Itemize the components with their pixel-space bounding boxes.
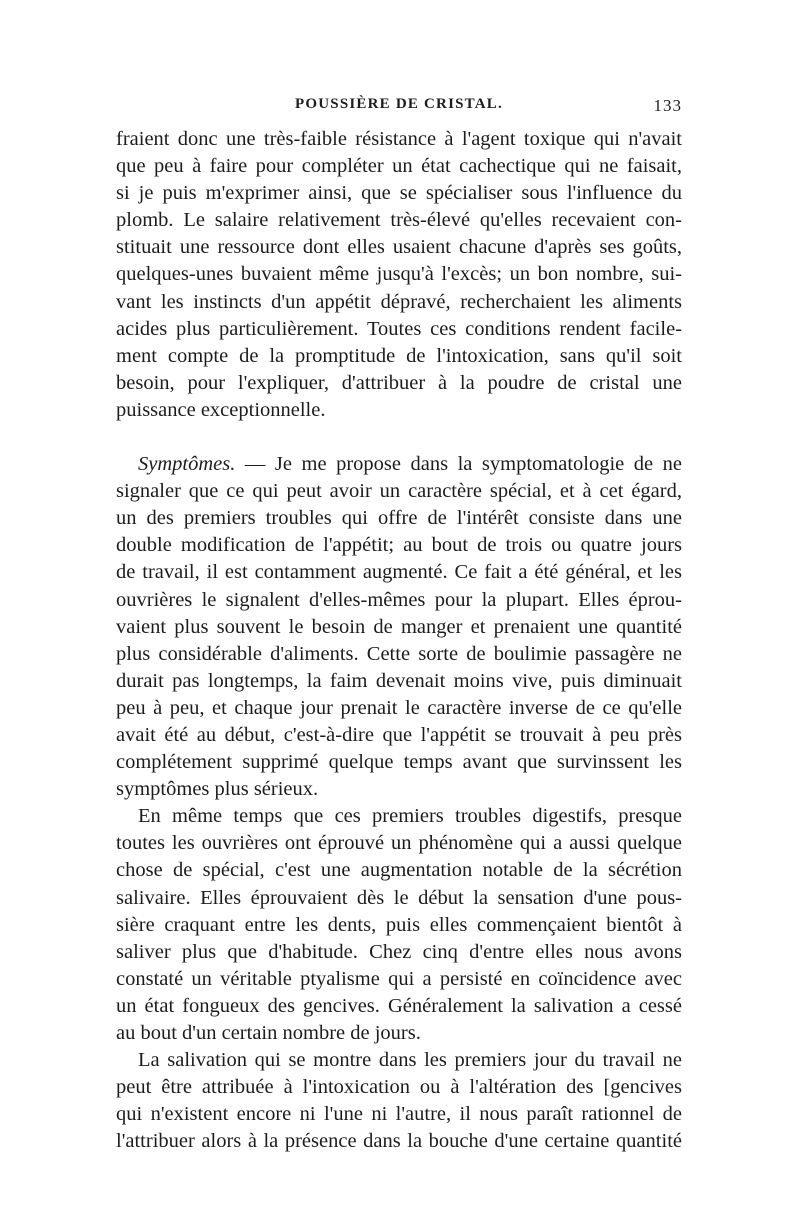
text-line bbox=[116, 451, 682, 478]
text-line: La salivation qui se montre dans les premiers jour du travail ne bbox=[138, 1049, 682, 1072]
text-line: stituait une ressource dont elles usaient chacune d'après ses goûts, bbox=[116, 236, 682, 259]
text-line: plomb. Le salaire relativement très-élevé qu'elles recevaient con- bbox=[116, 209, 682, 232]
text-line: saliver plus que d'habitude. Chez cinq d'entre elles nous avons bbox=[116, 940, 682, 963]
text-line: puissance exceptionnelle. bbox=[116, 398, 326, 421]
text-line: ouvrières le signalent d'elles-mêmes pour la plupart. Elles éprou- bbox=[116, 588, 682, 611]
text-line: avait été au début, c'est-à-dire que l'appétit se trouvait à peu près bbox=[116, 723, 682, 746]
text-line: peu à peu, et chaque jour prenait le caractère inverse de ce qu'elle bbox=[116, 696, 682, 719]
text-line: quelques-unes buvaient même jusqu'à l'excès; un bon nombre, sui- bbox=[116, 263, 682, 286]
text-line: ment compte de la promptitude de l'intoxication, sans qu'il soit bbox=[116, 344, 682, 367]
text-line: de travail, il est contamment augmenté. Ce fait a été général, et les bbox=[116, 561, 682, 584]
text-line: vaient plus souvent le besoin de manger et prenaient une quantité bbox=[116, 615, 682, 638]
text-line: acides plus particulièrement. Toutes ces conditions rendent facile- bbox=[116, 317, 682, 340]
body-text bbox=[116, 126, 682, 1155]
text-line: symptômes plus sérieux. bbox=[116, 778, 319, 801]
heading-line-rest: — Je me propose dans la symptomatologie de ne bbox=[235, 453, 682, 476]
running-head bbox=[116, 96, 682, 120]
text-line: signaler que ce qui peut avoir un caractère spécial, et à cet égard, bbox=[116, 480, 682, 503]
page-number: 133 bbox=[653, 96, 682, 115]
text-line: chose de spécial, c'est une augmentation notable de la sécrétion bbox=[116, 859, 682, 882]
text-line: fraient donc une très-faible résistance à l'agent toxique qui n'avait bbox=[116, 128, 682, 150]
section-gap bbox=[116, 424, 682, 451]
text-line: constaté un véritable ptyalisme qui a persisté en coïncidence avec bbox=[116, 967, 682, 990]
text-line: qui n'existent encore ni l'une ni l'autre, il nous paraît rationnel de bbox=[116, 1103, 682, 1126]
section-heading: Symptômes. bbox=[138, 453, 236, 476]
paragraph bbox=[116, 1047, 682, 1155]
text-line: sière craquant entre les dents, puis elles commençaient bientôt à bbox=[116, 913, 682, 936]
text-line: si je puis m'exprimer ainsi, que se spécialiser sous l'influence du bbox=[116, 182, 682, 205]
text-line: salivaire. Elles éprouvaient dès le début la sensation d'une pous- bbox=[116, 886, 682, 909]
text-line: un état fongueux des gencives. Généralement la salivation a cessé bbox=[116, 994, 682, 1017]
text-line: plus considérable d'aliments. Cette sorte de boulimie passagère ne bbox=[116, 642, 682, 665]
text-line: l'attribuer alors à la présence dans la bouche d'une certaine quantité bbox=[116, 1130, 682, 1153]
text-line: vant les instincts d'un appétit dépravé, recherchaient les aliments bbox=[116, 290, 682, 313]
text-line: double modification de l'appétit; au bout de trois ou quatre jours bbox=[116, 534, 682, 557]
text-line: au bout d'un certain nombre de jours. bbox=[116, 1022, 421, 1044]
paragraph bbox=[116, 803, 682, 1047]
paragraph bbox=[116, 126, 682, 424]
text-line: En même temps que ces premiers troubles digestifs, presque bbox=[138, 805, 682, 828]
text-line: un des premiers troubles qui offre de l'intérêt consiste dans une bbox=[116, 507, 682, 530]
text-line: complétement supprimé quelque temps avant que survinssent les bbox=[116, 751, 682, 774]
text-line: que peu à faire pour compléter un état cachectique qui ne faisait, bbox=[116, 155, 682, 178]
paragraph-symptomes bbox=[116, 451, 682, 803]
text-line: peut être attribuée à l'intoxication ou à l'altération des [gencives bbox=[116, 1076, 682, 1099]
text-line: toutes les ouvrières ont éprouvé un phénomène qui a aussi quelque bbox=[116, 832, 682, 855]
running-title: POUSSIÈRE DE CRISTAL. bbox=[295, 96, 503, 112]
text-line: durait pas longtemps, la faim devenait moins vive, puis diminuait bbox=[116, 669, 682, 692]
text-line: besoin, pour l'expliquer, d'attribuer à la poudre de cristal une bbox=[116, 371, 682, 394]
